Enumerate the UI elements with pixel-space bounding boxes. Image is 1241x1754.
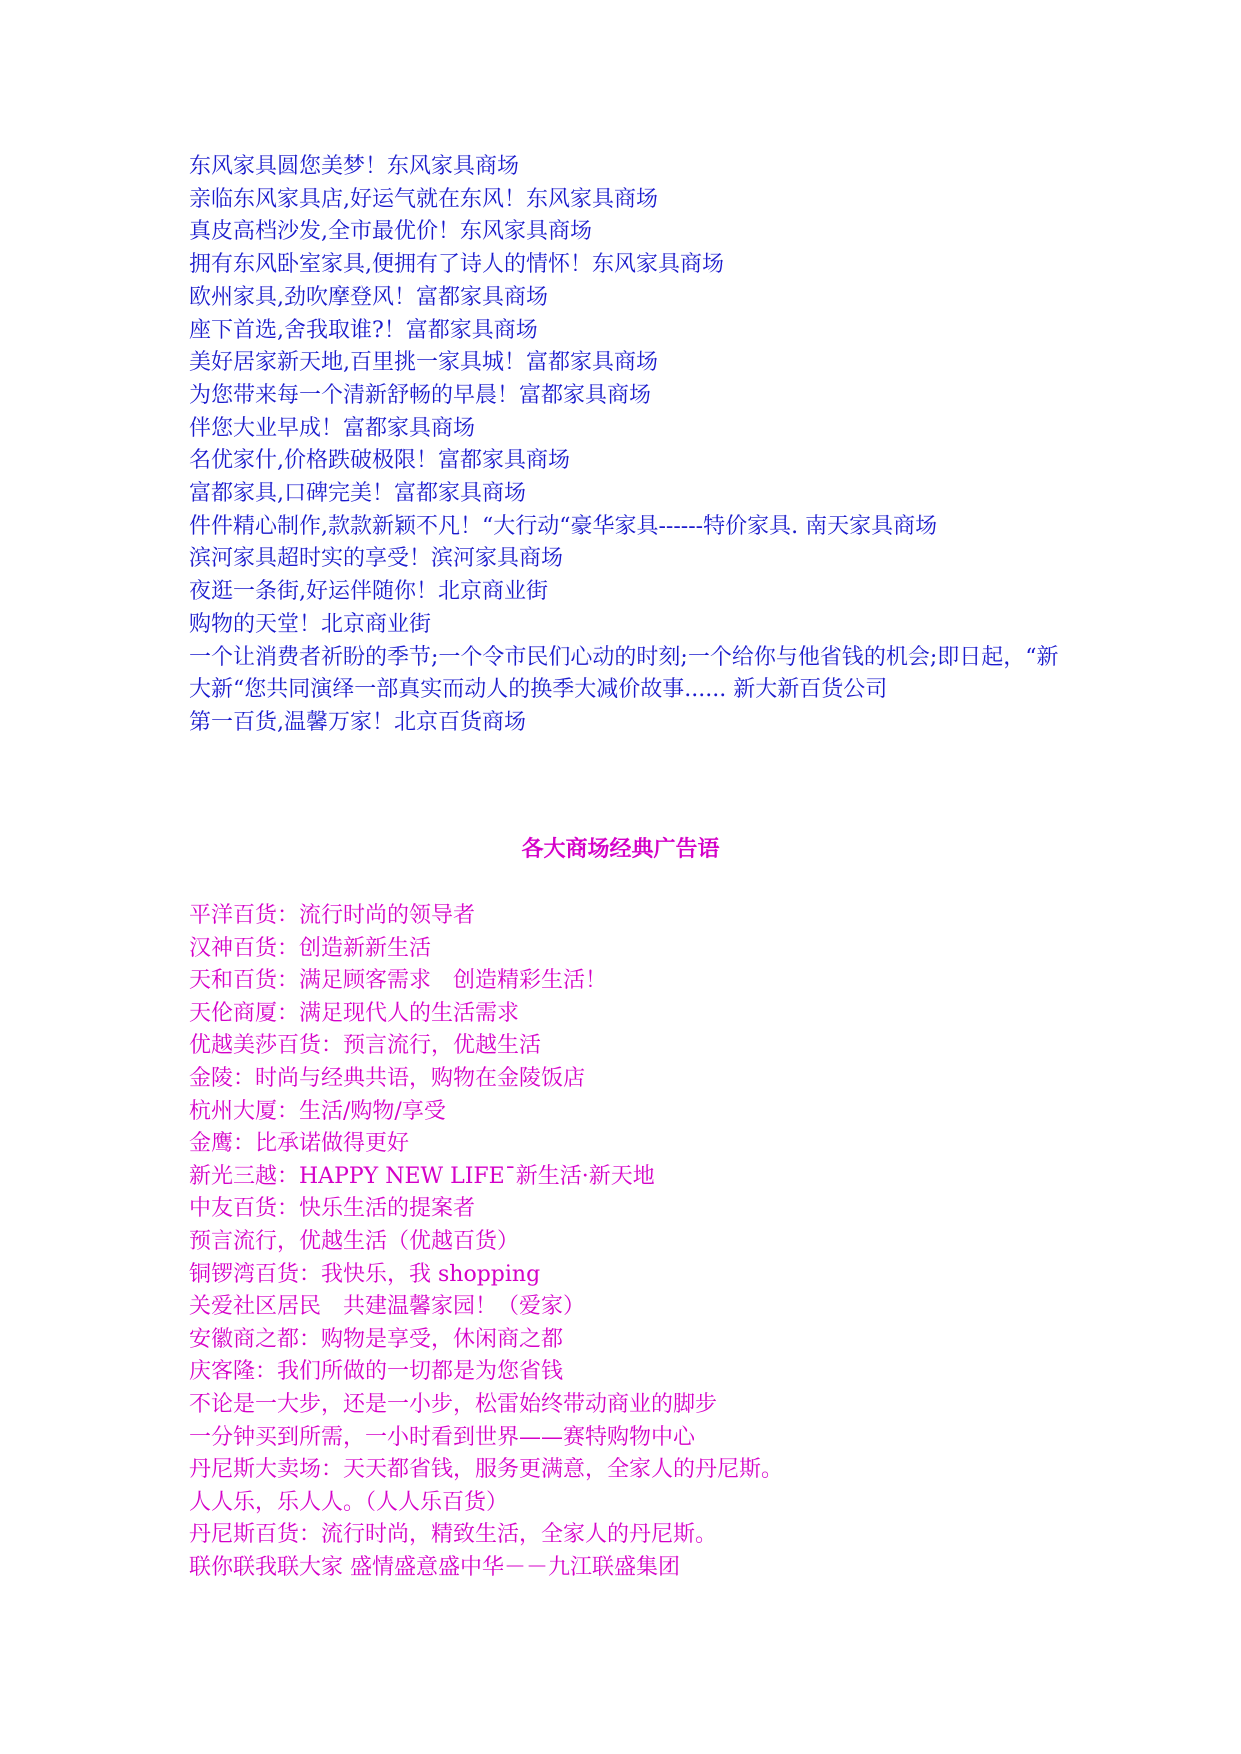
slogan-line: 伴您大业早成！富都家具商场: [189, 415, 476, 441]
slogan-line: 丹尼斯百货：流行时尚，精致生活，全家人的丹尼斯。: [189, 1522, 718, 1548]
slogan-line: 铜锣湾百货：我快乐，我 shopping: [189, 1261, 541, 1287]
slogan-line: 平洋百货：流行时尚的领导者: [189, 903, 476, 928]
slogan-line: 亲临东风家具店,好运气就在东风！东风家具商场: [189, 186, 658, 212]
slogan-line: 东风家具圆您美梦！东风家具商场: [189, 154, 520, 179]
slogan-line: 欧州家具,劲吹摩登风！富都家具商场: [189, 284, 548, 310]
slogan-line: 为您带来每一个清新舒畅的早晨！富都家具商场: [189, 382, 652, 408]
slogan-line: 夜逛一条街,好运伴随你！北京商业街: [189, 579, 548, 605]
slogan-line: 汉神百货：创造新新生活: [189, 935, 432, 961]
slogan-line: 新光三越：HAPPY NEW LIFE¯新生活·新天地: [189, 1163, 655, 1189]
slogan-line: 名优家什,价格跌破极限！富都家具商场: [189, 448, 570, 474]
slogan-line: 中友百货：快乐生活的提案者: [189, 1196, 476, 1222]
slogan-line: 件件精心制作,款款新颖不凡！“大行动“豪华家具------特价家具. 南天家具商场: [189, 513, 938, 539]
slogan-line: 真皮高档沙发,全市最优价！东风家具商场: [189, 219, 592, 245]
slogan-line: 不论是一大步，还是一小步，松雷始终带动商业的脚步: [189, 1391, 718, 1417]
slogan-line: 一个让消费者祈盼的季节;一个令市民们心动的时刻;一个给你与他省钱的机会;即日起，“新大新“您共同演绎一部真实而动人的换季大减价故事...... 新大新百货公司: [189, 644, 1059, 703]
slogan-line: 庆客隆：我们所做的一切都是为您省钱: [189, 1359, 564, 1385]
slogan-line: 丹尼斯大卖场：天天都省钱，服务更满意，全家人的丹尼斯。: [189, 1457, 784, 1483]
mall-slogans-section: [189, 900, 1069, 1584]
slogan-line: 拥有东风卧室家具,便拥有了诗人的情怀！东风家具商场: [189, 252, 724, 278]
slogan-line: 第一百货,温馨万家！北京百货商场: [189, 709, 526, 735]
slogan-line: 金鹰：比承诺做得更好: [189, 1131, 410, 1157]
slogan-line: 富都家具,口碑完美！富都家具商场: [189, 481, 526, 507]
slogan-line: 美好居家新天地,百里挑一家具城！富都家具商场: [189, 350, 658, 376]
furniture-slogans-section: [189, 151, 1069, 740]
slogan-line: 人人乐，乐人人。（人人乐百货）: [189, 1489, 509, 1515]
slogan-line: 优越美莎百货：预言流行，优越生活: [189, 1033, 542, 1059]
slogan-line: 金陵：时尚与经典共语，购物在金陵饭店: [189, 1065, 586, 1091]
slogan-line: 关爱社区居民 共建温馨家园！（爱家）: [189, 1294, 586, 1320]
slogan-line: 购物的天堂！北京商业街: [189, 611, 432, 637]
slogan-line: 安徽商之都：购物是享受，休闲商之都: [189, 1326, 564, 1352]
section-heading: 各大商场经典广告语: [521, 836, 720, 862]
slogan-line: 天伦商厦：满足现代人的生活需求: [189, 1000, 520, 1026]
slogan-line: 杭州大厦：生活/购物/享受: [189, 1098, 446, 1124]
slogan-line: 一分钟买到所需，一小时看到世界——赛特购物中心: [189, 1424, 696, 1450]
slogan-line: 天和百货：满足顾客需求 创造精彩生活！: [189, 968, 608, 994]
slogan-line: 预言流行，优越生活（优越百货）: [189, 1228, 520, 1254]
slogan-line: 联你联我联大家 盛情盛意盛中华－－九江联盛集团: [189, 1554, 680, 1580]
slogan-line: 滨河家具超时实的享受！滨河家具商场: [189, 546, 564, 572]
slogan-line: 座下首选,舍我取谁?！富都家具商场: [189, 317, 538, 343]
